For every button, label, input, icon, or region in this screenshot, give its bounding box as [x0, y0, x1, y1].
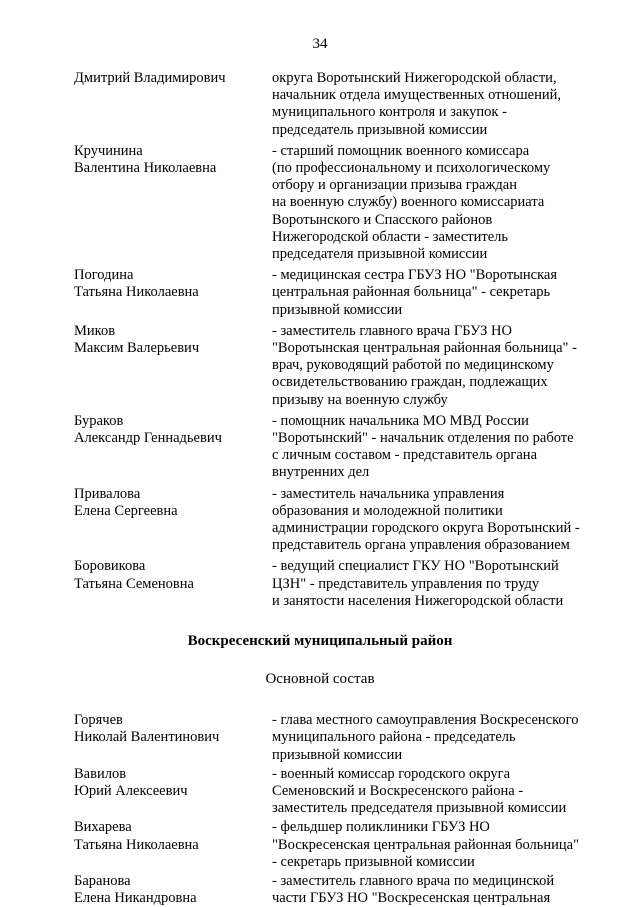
member-given-names: Максим Валерьевич	[74, 340, 200, 357]
member-surname: Привалова	[74, 485, 141, 502]
page-number: 34	[312, 36, 328, 52]
member-surname: Вавилов	[74, 765, 127, 782]
member-name	[74, 558, 272, 610]
member-surname: Вихарева	[74, 819, 132, 836]
member-given-names: Николай Валентинович	[74, 729, 220, 746]
member-name-line: Дмитрий Владимирович	[74, 70, 226, 86]
member-entry	[74, 486, 600, 555]
member-role: - медицинская сестра ГБУЗ НО "Воротынская центральная районная больница" - секретарь призывной комиссии	[272, 267, 558, 318]
member-name	[74, 712, 272, 764]
member-role: - заместитель главного врача ГБУЗ НО "Воротынская центральная районная больница" - врач, руководящий работой по медицинскому освидетельствованию граждан, подлежащих призыву на военную службу	[272, 322, 577, 408]
member-given-names: Елена Никандровна	[74, 890, 197, 907]
member-entry	[74, 267, 600, 319]
member-given-names: Татьяна Николаевна	[74, 836, 199, 853]
member-name	[74, 486, 272, 555]
member-role: - помощник начальника МО МВД России "Воротынский" - начальник отделения по работе с личным составом - представитель органа внутренних дел	[272, 412, 574, 481]
member-role: - военный комиссар городского округа Семеновский и Воскресенского района - заместитель председателя призывной комиссии	[272, 765, 567, 817]
member-given-names: Татьяна Николаевна	[74, 284, 199, 301]
section-title: Воскресенский муниципальный район	[187, 633, 453, 650]
member-entry	[74, 873, 600, 907]
member-name	[74, 819, 272, 871]
member-role: - фельдшер поликлиники ГБУЗ НО "Воскресенская центральная районная больница" - секретарь призывной комиссии	[272, 819, 580, 870]
member-surname: Миков	[74, 322, 116, 339]
member-name	[74, 873, 272, 907]
member-entry	[74, 766, 600, 818]
member-role: - старший помощник военного комиссара (по профессиональному и психологическому отбору и организации призыва граждан на военную службу) военного комиссариата Воротынского и Спасского районов Нижегородской области - заместитель председателя призывной комиссии	[272, 142, 551, 263]
member-entry	[74, 819, 600, 871]
member-entry	[74, 413, 600, 482]
member-entry	[74, 558, 600, 610]
member-surname: Кручинина	[74, 142, 143, 159]
member-given-names: Юрий Алексеевич	[74, 782, 188, 799]
member-role: округа Воротынский Нижегородской области, начальник отдела имущественных отношений, муниципального контроля и закупок - председатель призывной комиссии	[272, 70, 561, 138]
member-entry	[74, 712, 600, 764]
member-name	[74, 766, 272, 818]
member-surname: Баранова	[74, 872, 131, 889]
member-entry	[74, 143, 600, 263]
member-role: - глава местного самоуправления Воскресенского муниципального района - председатель призывной комиссии	[272, 712, 579, 763]
member-entry	[74, 323, 600, 409]
member-name	[74, 143, 272, 263]
member-name	[74, 267, 272, 319]
member-role: - заместитель начальника управления образования и молодежной политики администрации городского округа Воротынский - представитель органа управления образованием	[272, 485, 580, 554]
member-name	[74, 413, 272, 482]
member-name	[74, 323, 272, 409]
member-given-names: Елена Сергеевна	[74, 502, 178, 519]
member-surname: Горячев	[74, 712, 123, 729]
document-body	[74, 70, 600, 907]
member-given-names: Александр Геннадьевич	[74, 430, 222, 447]
member-role: - заместитель главного врача по медицинской части ГБУЗ НО "Воскресенская центральная	[272, 872, 555, 907]
member-surname: Бураков	[74, 412, 124, 429]
commission-list-vorotynsky	[74, 70, 600, 610]
commission-list-voskresensky	[74, 712, 600, 907]
member-name	[74, 70, 272, 139]
member-role: - ведущий специалист ГКУ НО "Воротынский ЦЗН" - представитель управления по труду и занятости населения Нижегородской области	[272, 558, 564, 609]
member-given-names: Валентина Николаевна	[74, 160, 217, 177]
member-given-names: Татьяна Семеновна	[74, 575, 194, 592]
member-entry	[74, 70, 600, 139]
subsection-title: Основной состав	[265, 671, 375, 688]
member-surname: Погодина	[74, 267, 134, 284]
member-surname: Боровикова	[74, 558, 146, 575]
